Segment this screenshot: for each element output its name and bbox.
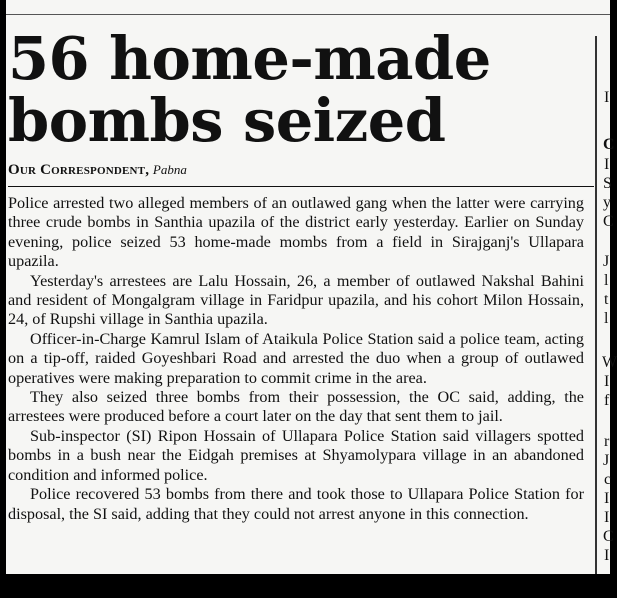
byline-place: Pabna — [152, 162, 187, 177]
article-body — [8, 194, 584, 524]
paragraph: Police arrested two alleged members of an outlawed gang when the latter were carrying three crude bombs in Santhia upazila of the district early yesterday. Earlier on Sunday evening, police seized 53 home-made mombs from a field in Sirajganj's Ullapara upazila. — [8, 194, 584, 271]
fragment: l — [604, 310, 609, 327]
fragment: J — [603, 253, 610, 270]
headline: 56 home-made bombs seized — [8, 24, 491, 155]
fragment: I — [604, 156, 610, 173]
fragment: I — [604, 89, 610, 106]
top-rule — [6, 14, 610, 15]
fragment: l — [604, 272, 609, 289]
fragment: f — [604, 392, 610, 409]
column-divider — [595, 36, 597, 574]
fragment: C — [603, 136, 615, 153]
fragment: S — [603, 175, 612, 192]
fragment: I — [604, 490, 610, 507]
fragment: c — [604, 471, 612, 488]
byline-rule — [8, 186, 594, 187]
byline — [8, 162, 187, 179]
fragment: W — [602, 354, 617, 371]
fragment: I — [604, 373, 610, 390]
fragment: C — [603, 528, 614, 545]
fragment: I — [604, 509, 610, 526]
paragraph: They also seized three bombs from their possession, the OC said, adding, the arrestees were produced before a court later on the day that sent them to jail. — [8, 388, 584, 426]
fragment: y — [603, 194, 611, 211]
paragraph: Officer-in-Charge Kamrul Islam of Ataikula Police Station said a police team, acting on a tip-off, raided Goyeshbari Road and arrested the duo when a group of outlawed operatives were making preparation to commit crime in the area. — [8, 329, 584, 387]
paragraph: Police recovered 53 bombs from there and took those to Ullapara Police Station for disposal, the SI said, adding that they could not arrest anyone in this connection. — [8, 485, 584, 523]
fragment: r — [604, 433, 610, 450]
paragraph: Yesterday's arrestees are Lalu Hossain, 26, a member of outlawed Nakshal Bahini and resident of Mongalgram village in Faridpur upazila, and his cohort Milon Hossain, 24, of Rupshi village in Santhia upazila. — [8, 271, 584, 329]
scan-edge — [0, 0, 6, 574]
fragment: t — [604, 291, 609, 308]
fragment: C — [603, 213, 614, 230]
byline-role: Our Correspondent, — [8, 162, 150, 178]
fragment: I — [604, 547, 610, 564]
paragraph: Sub-inspector (SI) Ripon Hossain of Ullapara Police Station said villagers spotted bombs in a bush near the Eidgah premises at Shyamolypara village in an abandoned condition and informed police. — [8, 426, 584, 484]
fragment: J — [603, 452, 610, 469]
